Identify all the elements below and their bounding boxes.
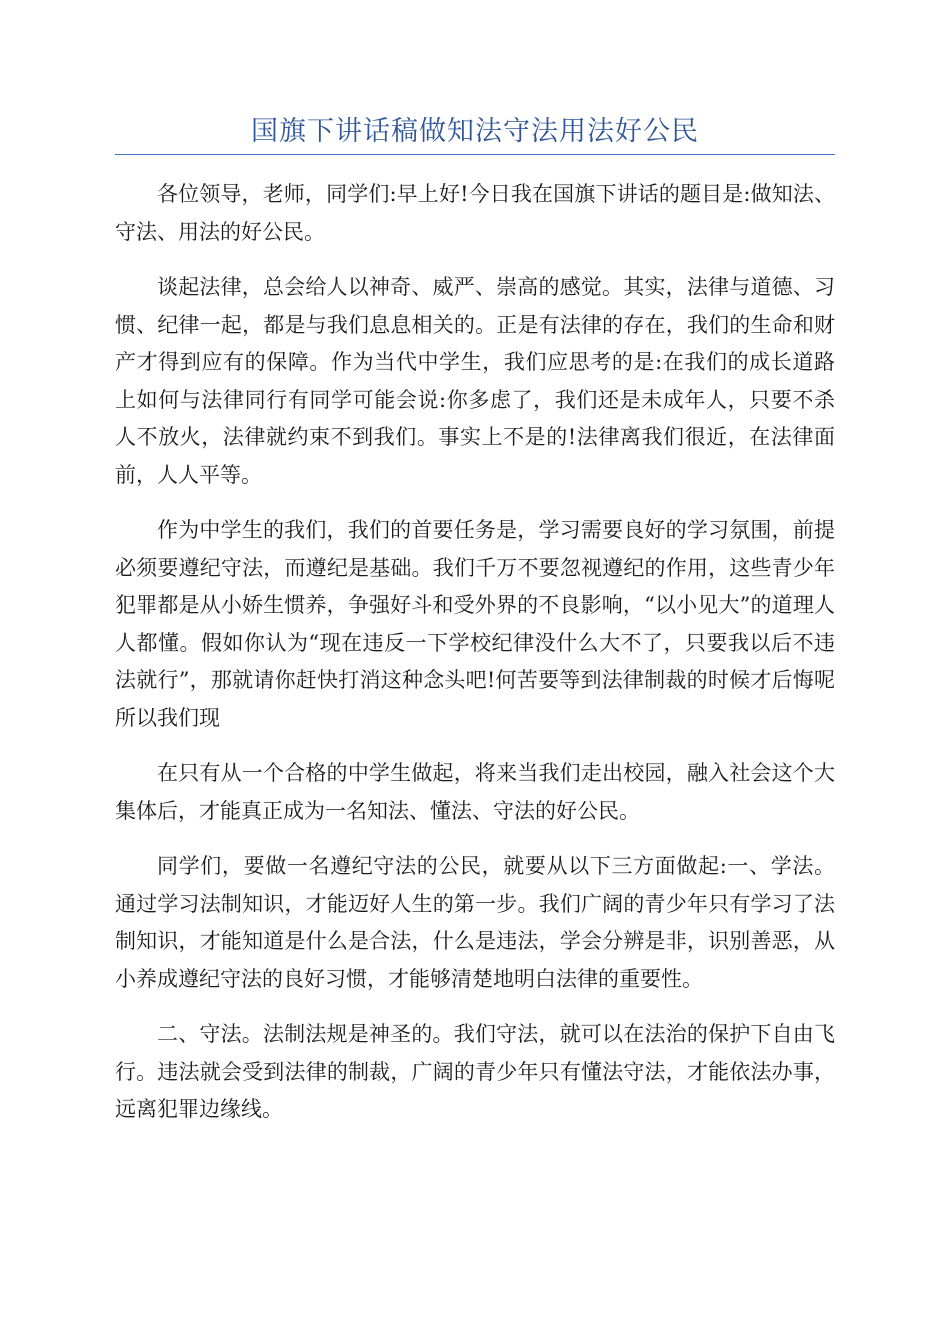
paragraph-learn-law: 同学们，要做一名遵纪守法的公民，就要从以下三方面做起:一、学法。通过学习法制知识，才能迈好人生的第一步。我们广阔的青少年只有学习了法制知识，才能知道是什么是合法，什么是违法，学会分辨是非，识别善恶，从小养成遵纪守法的良好习惯，才能够清楚地明白法律的重要性。 [115, 854, 835, 991]
title-underline [115, 154, 835, 155]
document-title: 国旗下讲话稿做知法守法用法好公民 [251, 116, 699, 147]
paragraph-greeting: 各位领导，老师，同学们:早上好!今日我在国旗下讲话的题目是:做知法、守法、用法的好公民。 [115, 182, 835, 244]
paragraph-law-intro: 谈起法律，总会给人以神奇、威严、崇高的感觉。其实，法律与道德、习惯、纪律一起，都是与我们息息相关的。正是有法律的存在，我们的生命和财产才得到应有的保障。作为当代中学生，我们应思考的是:在我们的成长道路上如何与法律同行有同学可能会说:你多虑了，我们还是未成年人，只要不杀人不放火，法律就约束不到我们。事实上不是的!法律离我们很近，在法律面前，人人平等。 [115, 275, 835, 487]
document-body [115, 176, 835, 1147]
paragraph-discipline: 作为中学生的我们，我们的首要任务是，学习需要良好的学习氛围，前提必须要遵纪守法，而遵纪是基础。我们千万不要忽视遵纪的作用，这些青少年犯罪都是从小娇生惯养，争强好斗和受外界的不良影响，“以小见大”的道理人人都懂。假如你认为“现在违反一下学校纪律没什么大不了，只要我以后不违法就行”，那就请你赶快打消这种念头吧!何苦要等到法律制裁的时候才后悔呢所以我们现 [115, 518, 835, 730]
paragraph-obey-law: 二、守法。法制法规是神圣的。我们守法，就可以在法治的保护下自由飞行。违法就会受到法律的制裁，广阔的青少年只有懂法守法，才能依法办事，远离犯罪边缘线。 [115, 1022, 835, 1121]
paragraph-good-citizen: 在只有从一个合格的中学生做起，将来当我们走出校园，融入社会这个大集体后，才能真正成为一名知法、懂法、守法的好公民。 [115, 761, 835, 823]
